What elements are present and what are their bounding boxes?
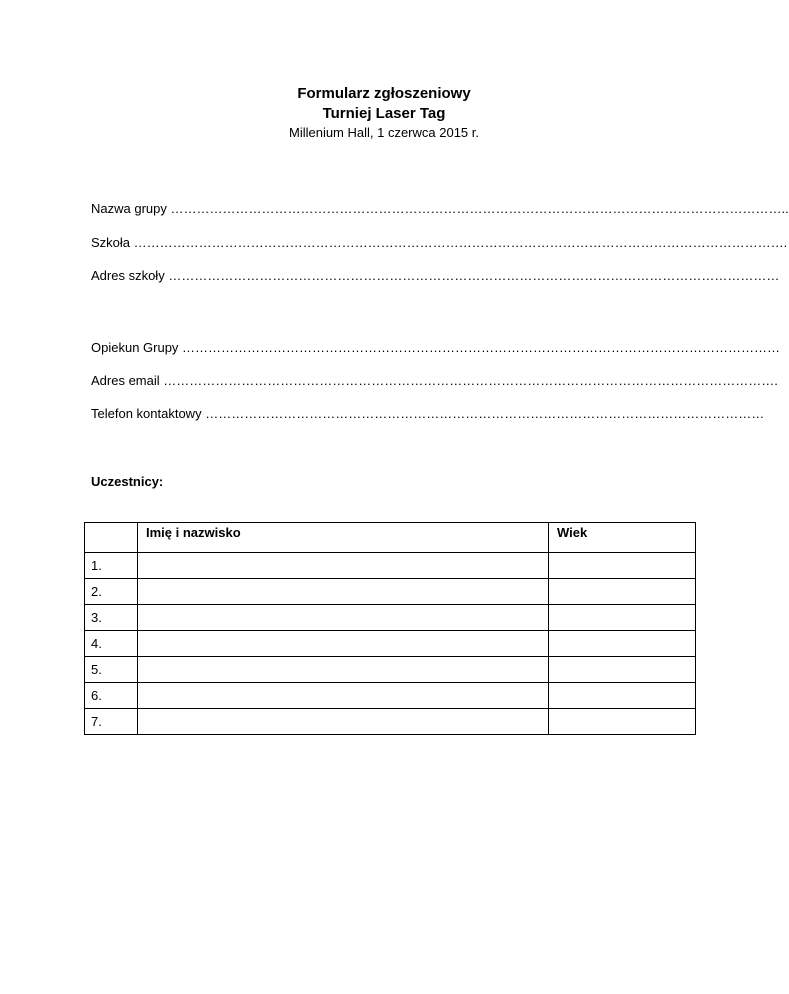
school-address-dots: …………………………………………………………………………………………………………………………… bbox=[168, 268, 780, 283]
table-row bbox=[85, 579, 696, 605]
row-number: 5. bbox=[85, 657, 138, 683]
email-field[interactable] bbox=[91, 373, 778, 388]
email-label: Adres email bbox=[91, 373, 164, 388]
name-cell[interactable] bbox=[138, 657, 549, 683]
phone-label: Telefon kontaktowy bbox=[91, 406, 206, 421]
table-row bbox=[85, 605, 696, 631]
row-number: 6. bbox=[85, 683, 138, 709]
age-cell[interactable] bbox=[549, 579, 696, 605]
row-number: 2. bbox=[85, 579, 138, 605]
phone-dots: ………………………………………………………………………………………………………………… bbox=[205, 406, 765, 421]
row-number: 3. bbox=[85, 605, 138, 631]
row-number: 7. bbox=[85, 709, 138, 735]
age-cell[interactable] bbox=[549, 605, 696, 631]
name-cell[interactable] bbox=[138, 553, 549, 579]
table-row bbox=[85, 683, 696, 709]
number-column-header bbox=[85, 523, 138, 553]
name-cell[interactable] bbox=[138, 709, 549, 735]
name-cell[interactable] bbox=[138, 579, 549, 605]
row-number: 4. bbox=[85, 631, 138, 657]
table-row bbox=[85, 631, 696, 657]
email-dots: ……………………………………………………………………………………………………………………………. bbox=[163, 373, 778, 388]
group-name-label: Nazwa grupy bbox=[91, 201, 171, 216]
participants-heading: Uczestnicy: bbox=[91, 474, 164, 489]
guardian-label: Opiekun Grupy bbox=[91, 340, 183, 355]
table-row bbox=[85, 709, 696, 735]
school-address-label: Adres szkoły bbox=[91, 268, 169, 283]
name-cell[interactable] bbox=[138, 631, 549, 657]
school-dots: ……………………………………………………………………………………………………………………………………. bbox=[133, 235, 788, 250]
age-cell[interactable] bbox=[549, 683, 696, 709]
school-address-field[interactable] bbox=[91, 268, 780, 283]
participants-table bbox=[84, 522, 696, 735]
name-cell[interactable] bbox=[138, 605, 549, 631]
name-column-header: Imię i nazwisko bbox=[138, 523, 549, 553]
guardian-field[interactable] bbox=[91, 340, 781, 355]
age-cell[interactable] bbox=[549, 553, 696, 579]
age-column-header: Wiek bbox=[549, 523, 696, 553]
group-name-dots: …………………………………………………………………………………………………………………………….. bbox=[170, 201, 789, 216]
school-field[interactable] bbox=[91, 235, 788, 250]
table-row bbox=[85, 553, 696, 579]
phone-field[interactable] bbox=[91, 406, 765, 421]
school-label: Szkoła bbox=[91, 235, 134, 250]
guardian-dots: ………………………………………………………………………………………………………………………… bbox=[182, 340, 781, 355]
table-header-row bbox=[85, 523, 696, 553]
name-cell[interactable] bbox=[138, 683, 549, 709]
age-cell[interactable] bbox=[549, 657, 696, 683]
event-subtitle: Millenium Hall, 1 czerwca 2015 r. bbox=[288, 125, 480, 140]
tournament-title: Turniej Laser Tag bbox=[322, 105, 446, 122]
row-number: 1. bbox=[85, 553, 138, 579]
table-row bbox=[85, 657, 696, 683]
form-title: Formularz zgłoszeniowy bbox=[297, 85, 471, 102]
age-cell[interactable] bbox=[549, 709, 696, 735]
age-cell[interactable] bbox=[549, 631, 696, 657]
group-name-field[interactable] bbox=[91, 201, 789, 216]
